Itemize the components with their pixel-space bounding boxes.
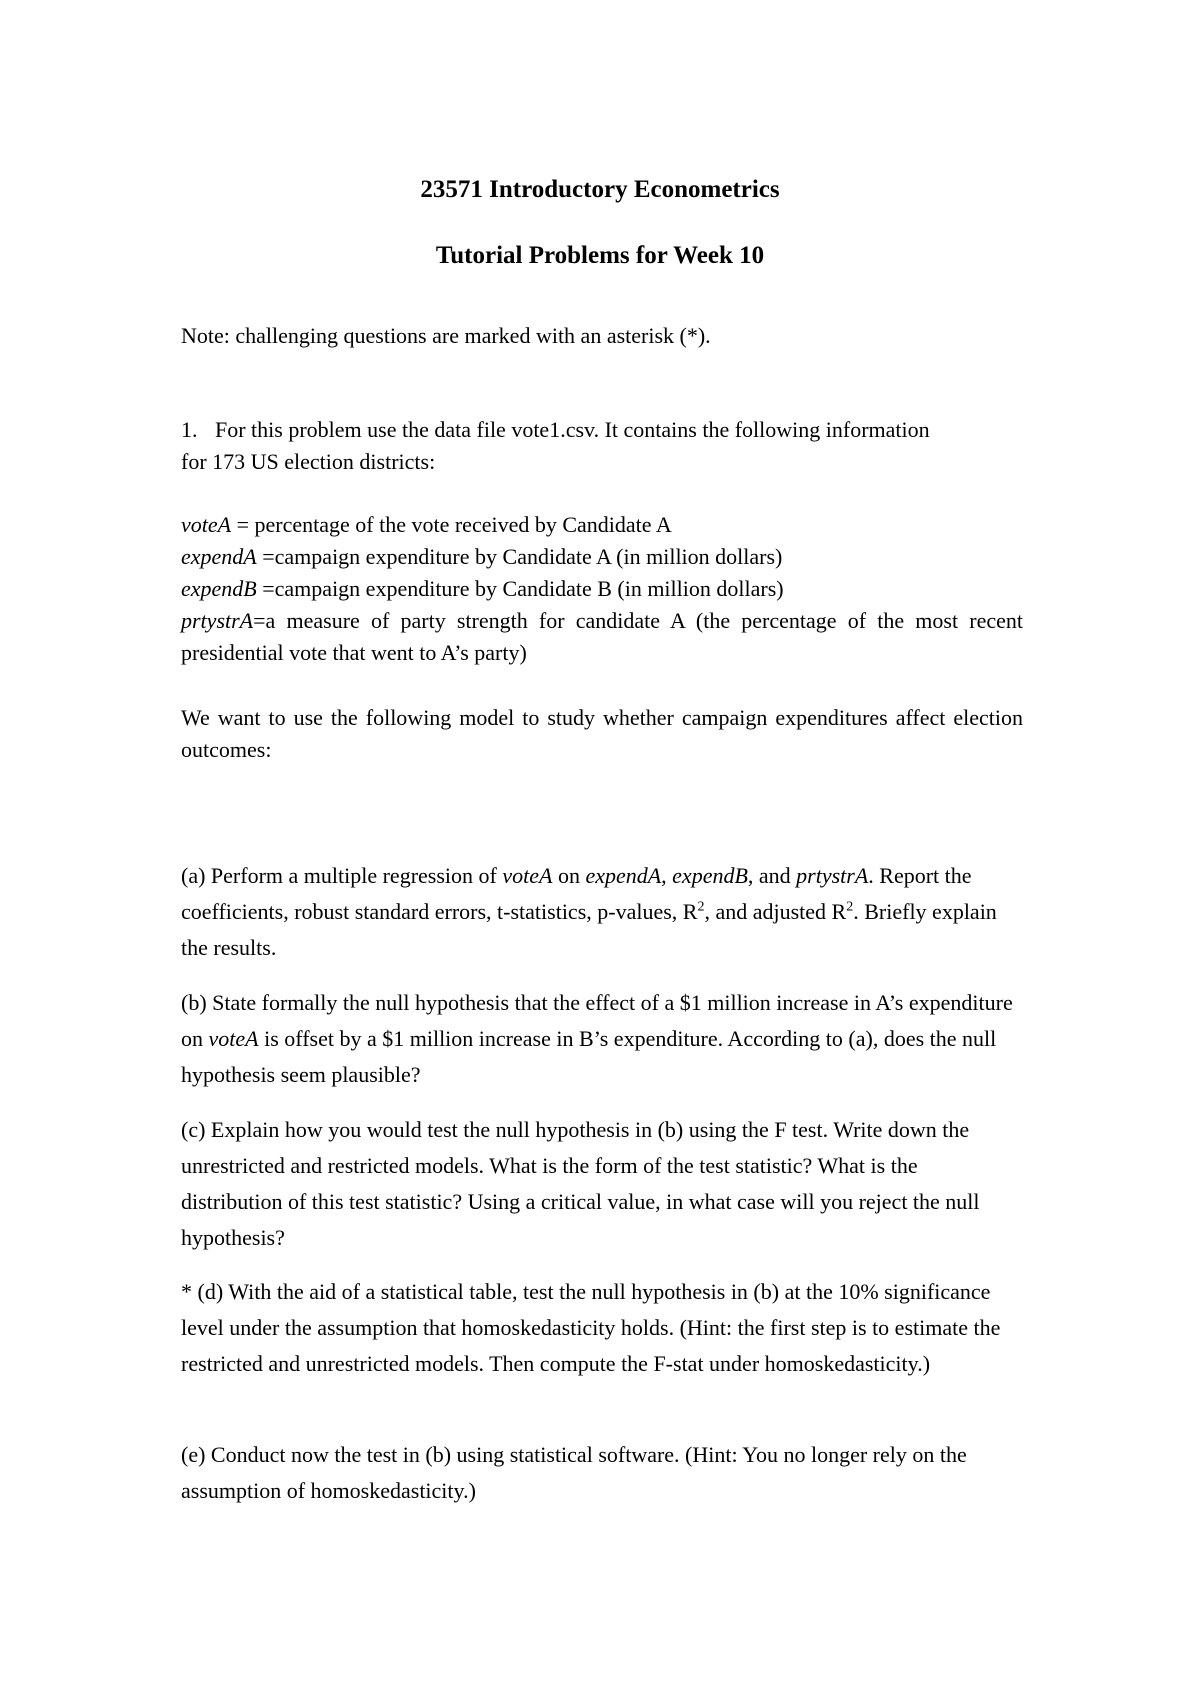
part-e: (e) Conduct now the test in (b) using statistical software. (Hint: You no longer rely on the assumption of homoskedasticity.) [181, 1442, 967, 1503]
variable-description: a measure of party strength for candidate A (the percentage of the most recent presidential vote that went to A’s party) [181, 608, 1023, 665]
variable-name: voteA [181, 512, 232, 537]
part-c: (c) Explain how you would test the null hypothesis in (b) using the F test. Write down the unrestricted and restricted models. What is the form of the test statistic? What is the distribution of this test statistic? Using a critical value, in what case will you reject the null hypothesis? [181, 1117, 980, 1250]
part-b: (b) State formally the null hypothesis that the effect of a $1 million increase in A’s expenditure on voteA is offset by a $1 million increase in B’s expenditure. According to (a), does the null hypothesis seem plausible? [181, 990, 1013, 1087]
variable-prtystrA: prtystrA=a measure of party strength for candidate A (the percentage of the most recent presidential vote that went to A’s party) [181, 608, 1023, 665]
variable-name: expendA [181, 544, 257, 569]
question-number: 1. [181, 417, 198, 442]
variable-voteA: voteA = percentage of the vote received by Candidate A [181, 512, 672, 537]
variable-definitions [181, 509, 1023, 669]
variable-expendB: expendB =campaign expenditure by Candidate B (in million dollars) [181, 576, 784, 601]
course-title: 23571 Introductory Econometrics [420, 176, 780, 203]
variable-description: percentage of the vote received by Candidate A [254, 512, 672, 537]
question-intro-line-2: for 173 US election districts: [181, 449, 436, 474]
note-text: Note: challenging questions are marked with an asterisk (*). [181, 323, 711, 348]
variable-description: campaign expenditure by Candidate B (in million dollars) [274, 576, 784, 601]
part-d: * (d) With the aid of a statistical table, test the null hypothesis in (b) at the 10% significance level under the assumption that homoskedasticity holds. (Hint: the first step is to estimate the restricted and unrestricted models. Then compute the F-stat under homoskedasticity.) [181, 1279, 1001, 1376]
part-a: (a) Perform a multiple regression of voteA on expendA, expendB, and prtystrA. Report the coefficients, robust standard errors, t-statistics, p-values, $R^2$, and adjusted $R^2$. Briefly explain the results. [181, 863, 997, 960]
variable-expendA: expendA =campaign expenditure by Candidate A (in million dollars) [181, 544, 783, 569]
tutorial-title: Tutorial Problems for Week 10 [435, 242, 765, 269]
question-intro-line-1: For this problem use the data file vote1.csv. It contains the following information [215, 417, 930, 442]
variable-name: expendB [181, 576, 257, 601]
variable-description: campaign expenditure by Candidate A (in million dollars) [274, 544, 783, 569]
variable-name: prtystrA [181, 608, 254, 633]
model-intro: We want to use the following model to study whether campaign expenditures affect election outcomes: [181, 705, 1023, 762]
question-1-intro [181, 414, 1023, 478]
